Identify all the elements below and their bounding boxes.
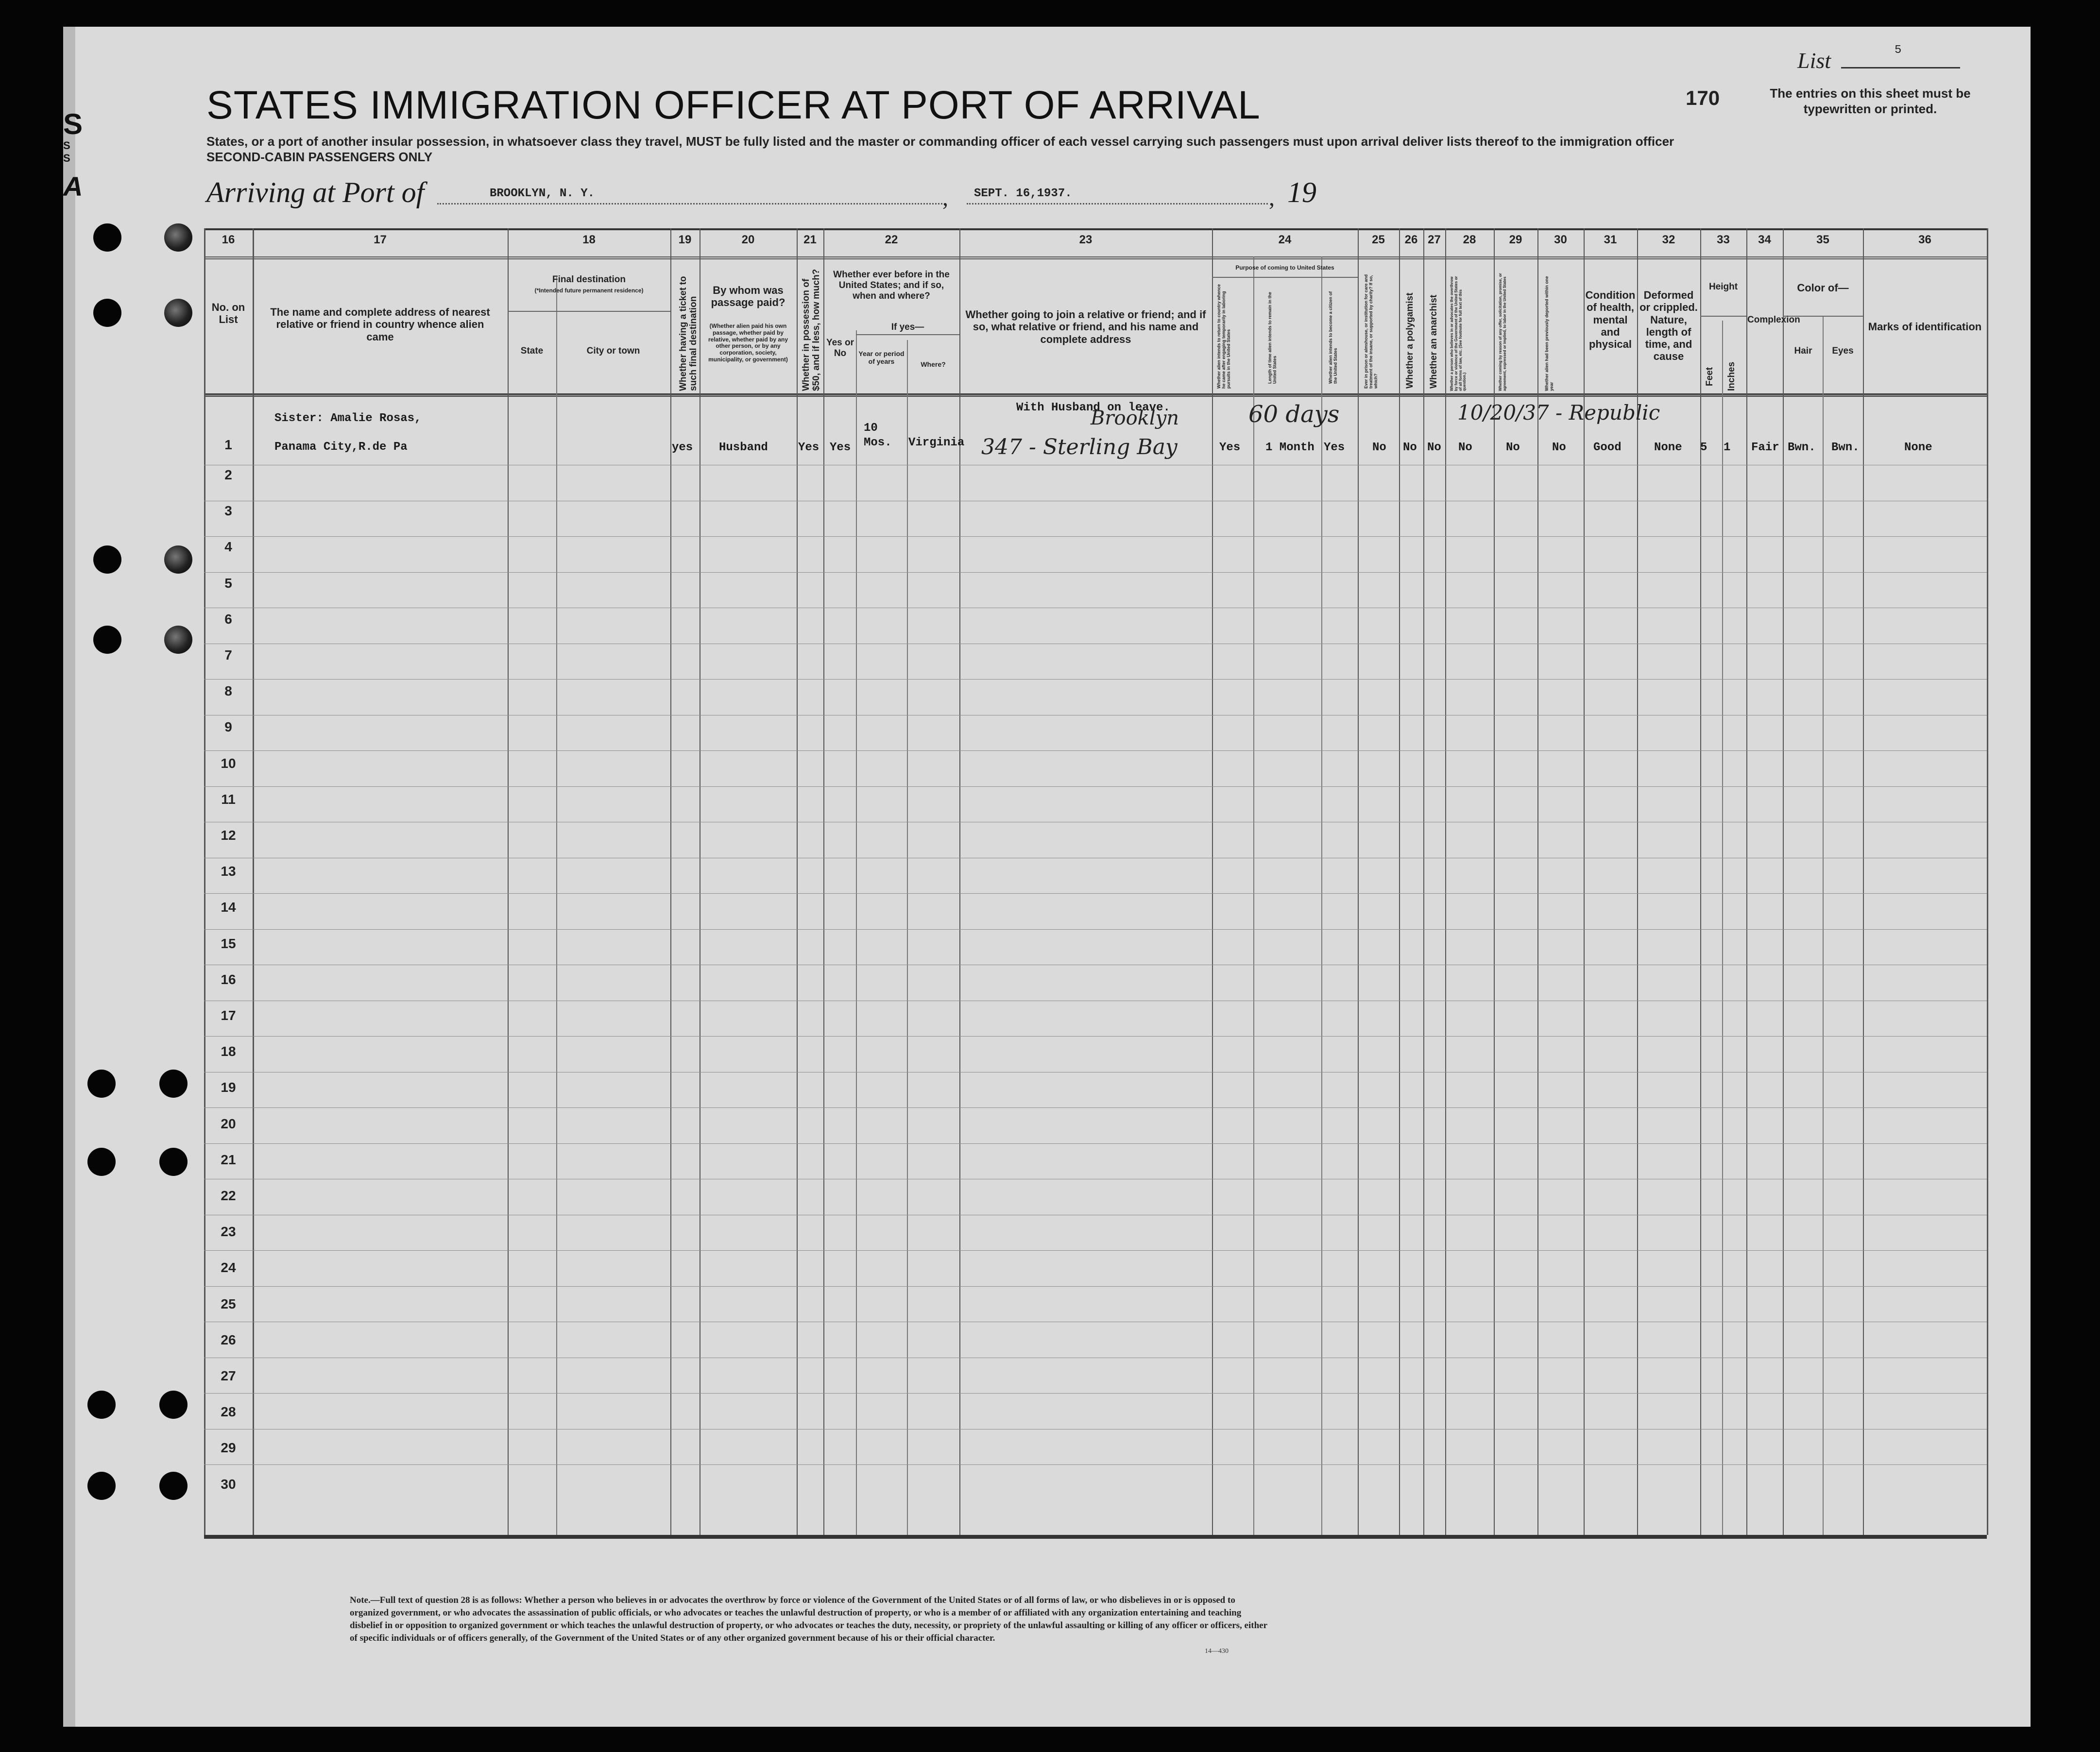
binder-hole — [93, 223, 121, 252]
page-title: STATES IMMIGRATION OFFICER AT PORT OF ARRIVAL — [206, 83, 1261, 127]
row-number: 14 — [221, 900, 236, 915]
intro-line-1: States, or a port of another insular possession, in whatsoever class they travel, MUST be fully listed and the master or commanding officer of each vessel carrying such passengers must upon arrival deliver lists thereof to the immigration officer — [206, 134, 1674, 149]
c26-value: No — [1403, 441, 1417, 454]
header-c22-ifyes: If yes— — [891, 322, 924, 332]
header-c28-text: Whether a person who believes in or advocates the overthrow by force or violence of the Government of the United States or of all forms of law, etc. (See footnote for full text of this question.) — [1450, 276, 1467, 391]
list-underline — [1841, 67, 1960, 68]
row-number: 2 — [224, 467, 232, 482]
entry-note: The entries on this sheet must be typewritten or printed. — [1770, 86, 1971, 116]
before-us-value: Yes — [830, 441, 851, 454]
c30-value: No — [1552, 441, 1566, 454]
column-number: 33 — [1717, 233, 1730, 246]
column-number: 20 — [741, 233, 755, 246]
row-number: 18 — [221, 1044, 236, 1059]
header-c27-text: Whether an anarchist — [1429, 294, 1439, 389]
row-number: 17 — [221, 1008, 236, 1023]
ticket-value: yes — [672, 441, 693, 454]
binder-hole — [164, 299, 192, 327]
binder-hole — [93, 626, 121, 654]
header-c36: Marks of identification — [1868, 321, 1982, 333]
row-number: 11 — [221, 792, 236, 807]
binder-hole — [93, 299, 121, 327]
footnote: Note.—Full text of question 28 is as follows: Whether a person who believes in or advocates the overthrow by force or violence of the Government of the United States or of all forms of law, or who disbelieves in or is opposed to organized government, or who advocates the assassination of public officials, or who advocates or teaches the unlawful destruction of property, or who is a member of or affiliated with any organization entertaining and teaching disbelief in or opposition to organized government or which teaches the unlawful destruction of property, or who advocates or teaches the duty, necessity, or propriety of the unlawful assaulting or killing of any officer or officers, either of specific individuals or of officers generally, of the Government of the United States or of any other organized government because of his or their official character. — [350, 1595, 1267, 1643]
fragment-letter: S — [63, 139, 70, 152]
column-number: 19 — [678, 233, 692, 246]
header-c22-year: Year or period of years — [858, 350, 905, 366]
eyes-value: Bwn. — [1831, 441, 1860, 454]
header-c22-title: Whether ever before in the United States; and if so, when and where? — [833, 270, 950, 301]
form-number: 14—430 — [1205, 1648, 1229, 1655]
binder-hole — [93, 545, 121, 574]
hair-value: Bwn. — [1788, 441, 1816, 454]
binder-hole — [87, 1148, 116, 1176]
row-number: 15 — [221, 936, 236, 951]
row-number: 19 — [221, 1080, 236, 1095]
header-c30-text: Whether alien had been previously deported within one year — [1544, 276, 1554, 391]
header-c31: Condition of health, mental and physical — [1585, 289, 1636, 351]
fragment-letter: S — [63, 108, 83, 140]
header-c21-text: Whether in possession of $50, and if less, how much? — [801, 269, 821, 391]
row-number: 13 — [221, 864, 236, 879]
column-number: 17 — [374, 233, 387, 246]
c25-value: No — [1372, 441, 1386, 454]
header-c32: Deformed or crippled. Nature, length of time, and cause — [1639, 289, 1698, 363]
binder-hole — [164, 545, 192, 574]
purpose-b-handwritten: 60 days — [1248, 401, 1340, 428]
header-c24-b — [1268, 287, 1278, 384]
header-c24-a-text: Whether alien intends to return to country whence he came after engaging temporarily in laboring pursuits in the United States — [1216, 284, 1231, 389]
date-dotted-line — [967, 203, 1268, 204]
row-number: 26 — [221, 1332, 236, 1347]
header-c27 — [1429, 272, 1439, 389]
row-number: 28 — [221, 1404, 236, 1419]
column-number: 30 — [1554, 233, 1567, 246]
period-value: 10 — [864, 422, 878, 435]
left-edge-fragment — [63, 109, 83, 202]
joining-handwritten-2: 347 - Sterling Bay — [981, 435, 1178, 459]
row-number: 24 — [221, 1260, 236, 1275]
row-number: 6 — [224, 612, 232, 627]
row-number: 20 — [221, 1116, 236, 1131]
binder-hole — [164, 626, 192, 654]
paid-by-value: Husband — [719, 441, 768, 454]
row-number: 27 — [221, 1368, 236, 1383]
header-c26-text: Whether a polygamist — [1405, 292, 1415, 389]
binder-hole — [87, 1391, 116, 1419]
header-c18-note: (*Intended future permanent residence) — [534, 287, 644, 294]
row-number: 1 — [224, 437, 232, 452]
marks-value: None — [1904, 441, 1932, 454]
header-c24-b-text: Length of time alien intends to remain in the United States — [1267, 291, 1277, 384]
header-c29-text: Whether coming by reason of any offer, solicitation, promise, or agreement, expressed or implied, to labor in the United States — [1498, 273, 1507, 391]
row-number: 30 — [221, 1477, 236, 1492]
joining-handwritten-1: Brooklyn — [1091, 407, 1179, 429]
c29-value: No — [1506, 441, 1520, 454]
fragment-letter: S — [63, 152, 70, 164]
health-value: Good — [1593, 441, 1622, 454]
header-c22-where: Where? — [921, 360, 946, 368]
purpose-a-value: Yes — [1219, 441, 1241, 454]
header-c24-title: Purpose of coming to United States — [1235, 264, 1334, 271]
period-unit: Mos. — [864, 436, 892, 449]
complexion-value: Fair — [1751, 441, 1779, 454]
header-c29 — [1499, 272, 1507, 391]
header-c35-title: Color of— — [1797, 282, 1849, 294]
header-line — [204, 258, 1987, 259]
intro-line-2: SECOND-CABIN PASSENGERS ONLY — [206, 150, 433, 164]
header-c19 — [679, 265, 699, 391]
binder-hole — [164, 223, 192, 252]
header-c33-inches: Inches — [1726, 361, 1737, 391]
binder-hole — [159, 1070, 188, 1098]
where-value: Virginia — [908, 436, 965, 449]
binder-hole — [87, 1472, 116, 1500]
column-number: 36 — [1918, 233, 1931, 246]
feet-value: 5 — [1700, 441, 1707, 454]
header-c18-state: State — [520, 346, 544, 356]
year-prefix: 19 — [1287, 176, 1316, 208]
row-number: 16 — [221, 972, 236, 987]
comma: , — [1269, 185, 1275, 211]
header-c23: Whether going to join a relative or friend; and if so, what relative or friend, and his name and complete address — [965, 308, 1206, 345]
column-number: 28 — [1463, 233, 1476, 246]
column-number: 16 — [222, 233, 235, 246]
column-number: 27 — [1428, 233, 1441, 246]
row-number: 7 — [224, 647, 232, 663]
header-c25 — [1364, 272, 1379, 389]
header-c22-yesno: Yes or No — [826, 338, 854, 358]
header-c24-a — [1217, 282, 1231, 389]
header-c26 — [1405, 272, 1416, 389]
header-c30 — [1545, 274, 1554, 391]
relative-line-1: Sister: Amalie Rosas, — [274, 412, 422, 425]
column-number: 34 — [1758, 233, 1771, 246]
row-number: 8 — [224, 683, 232, 698]
column-number: 22 — [885, 233, 898, 246]
header-c19-text: Whether having a ticket to such final destination — [678, 276, 699, 391]
row-number: 10 — [221, 756, 236, 771]
row-number: 21 — [221, 1152, 236, 1167]
binder-hole — [159, 1391, 188, 1419]
column-number: 21 — [803, 233, 817, 246]
sheet-number: 170 — [1686, 86, 1720, 109]
row-number: 9 — [224, 719, 232, 734]
header-c21 — [802, 265, 822, 391]
purpose-c-value: Yes — [1324, 441, 1345, 454]
row-number: 4 — [224, 539, 232, 554]
row-number: 29 — [221, 1440, 236, 1455]
binder-hole — [87, 1070, 116, 1098]
header-line — [204, 395, 1987, 397]
c28-handwritten: 10/20/37 - Republic — [1457, 401, 1660, 425]
joining-line-1: With Husband on leave. — [1016, 401, 1170, 414]
binder-hole — [159, 1472, 188, 1500]
row-number: 25 — [221, 1296, 236, 1311]
list-number: 5 — [1895, 44, 1902, 57]
binder-hole — [159, 1148, 188, 1176]
c27-value: No — [1427, 441, 1441, 454]
header-c18-city: City or town — [586, 346, 640, 356]
comma: , — [942, 185, 948, 211]
column-number: 24 — [1278, 233, 1292, 246]
column-number: 31 — [1604, 233, 1617, 246]
c28-value: No — [1458, 441, 1472, 454]
column-number: 25 — [1372, 233, 1385, 246]
arrival-date: SEPT. 16,1937. — [974, 187, 1072, 200]
port-dotted-line — [437, 203, 942, 204]
column-divider — [253, 230, 254, 1537]
column-number: 35 — [1816, 233, 1829, 246]
header-c17: The name and complete address of nearest relative or friend in country whence alien came — [270, 306, 490, 343]
money-value: Yes — [798, 441, 820, 454]
header-c24-c-text: Whether alien intends to become a citizen of the United States — [1328, 291, 1338, 384]
purpose-b-value: 1 Month — [1265, 441, 1315, 454]
header-c20-note: (Whether alien paid his own passage, whether paid by relative, whether paid by any other person, or by any corporation, society, municipality, or government) — [708, 323, 788, 363]
header-c28 — [1450, 272, 1467, 391]
row-number: 5 — [224, 576, 232, 591]
column-number: 18 — [582, 233, 596, 246]
header-c35-eyes: Eyes — [1832, 346, 1854, 356]
row-number: 22 — [221, 1188, 236, 1203]
row-number: 23 — [221, 1224, 236, 1239]
row-number: 12 — [221, 828, 236, 843]
column-number: 23 — [1079, 233, 1093, 246]
inches-value: 1 — [1724, 441, 1731, 454]
column-number: 26 — [1404, 233, 1418, 246]
header-c24-c — [1329, 287, 1338, 384]
header-c34: Complexion — [1747, 315, 1800, 325]
list-label: List — [1797, 48, 1831, 73]
column-number: 29 — [1509, 233, 1522, 246]
arriving-label: Arriving at Port of — [206, 176, 425, 208]
header-c33-feet: Feet — [1705, 367, 1715, 386]
header-c18-title: Final destination — [552, 274, 626, 285]
row-number: 3 — [224, 503, 232, 518]
port-value: BROOKLYN, N. Y. — [490, 187, 595, 200]
header-c16: No. on List — [211, 301, 245, 326]
header-c35-hair: Hair — [1794, 346, 1812, 356]
deformed-value: None — [1654, 441, 1682, 454]
relative-line-2: Panama City,R.de Pa — [274, 441, 408, 454]
fragment-letter: A — [63, 171, 83, 202]
header-c33-title: Height — [1708, 282, 1738, 292]
column-number: 32 — [1662, 233, 1675, 246]
sheet-left-margin — [63, 27, 75, 1727]
header-c25-text: Ever in prison or almshouse, or institution for care and treatment of the insane, or supported by charity? If so, which? — [1364, 274, 1378, 389]
header-c20-title: By whom was passage paid? — [711, 284, 785, 309]
